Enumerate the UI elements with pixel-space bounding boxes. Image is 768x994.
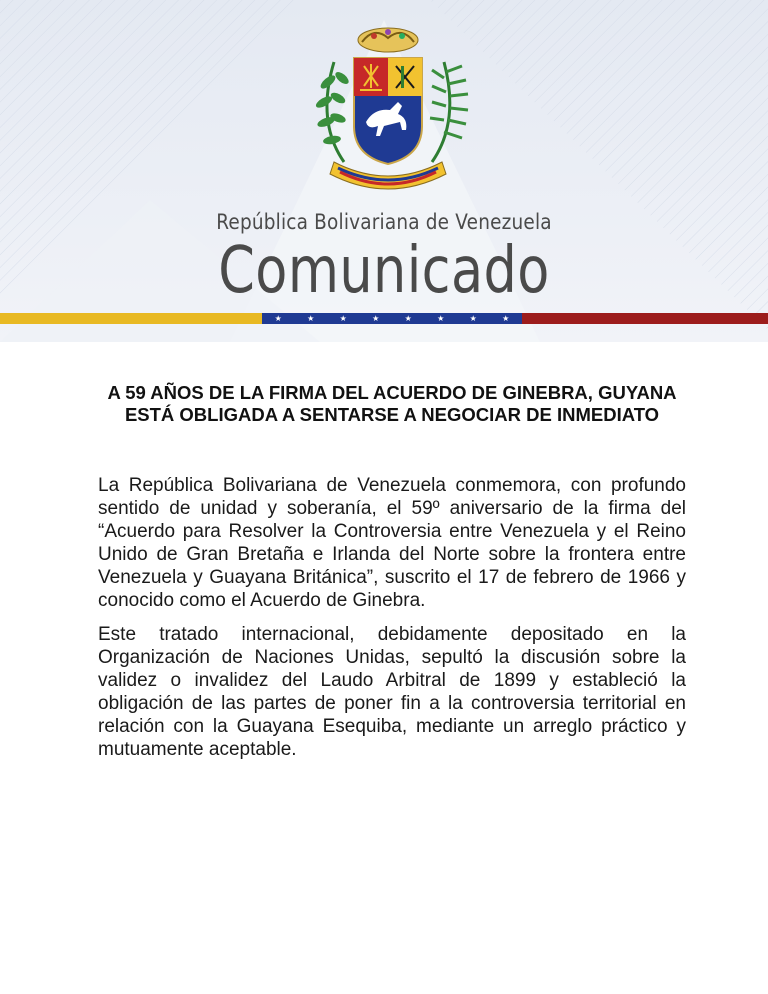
star-icon: ★	[437, 314, 445, 323]
paragraph: La República Bolivariana de Venezuela conmemora, con profundo sentido de unidad y soberanía, el 59º aniversario de la firma del “Acuerdo para Resolver la Controversia entre Venezuela y el Reino Unido de Gran Bretaña e Irlanda del Norte sobre la frontera entre Venezuela y Guayana Británica”, suscrito el 17 de febrero de 1966 y conocido como el Acuerdo de Ginebra.	[98, 475, 686, 611]
yellow-stripe	[0, 313, 262, 324]
star-icon: ★	[307, 314, 315, 323]
headline: A 59 AÑOS DE LA FIRMA DEL ACUERDO DE GINEBRA, GUYANA ESTÁ OBLIGADA A SENTARSE A NEGOCIAR DE INMEDIATO	[107, 382, 677, 425]
star-icon: ★	[372, 314, 380, 323]
paragraph: Este tratado internacional, debidamente depositado en la Organización de Naciones Unidas, sepultó la discusión sobre la validez o invalidez del Laudo Arbitral de 1899 y estableció la obligación de las partes de poner fin a la controversia territorial en relación con la Guayana Esequiba, mediante un arreglo práctico y mutuamente aceptable.	[98, 624, 686, 760]
star-icon: ★	[469, 314, 477, 323]
flag-stripe	[0, 313, 768, 324]
star-icon: ★	[339, 314, 347, 323]
republic-subtitle: República Bolivariana de Venezuela	[216, 210, 552, 234]
document-body	[98, 382, 686, 761]
communique-title: Comunicado	[218, 234, 550, 308]
red-stripe	[522, 313, 768, 324]
star-icon: ★	[274, 314, 282, 323]
star-icon: ★	[502, 314, 510, 323]
star-icon: ★	[404, 314, 412, 323]
stars-row	[262, 313, 522, 324]
coat-of-arms-icon	[304, 22, 472, 200]
header-banner	[0, 0, 768, 342]
